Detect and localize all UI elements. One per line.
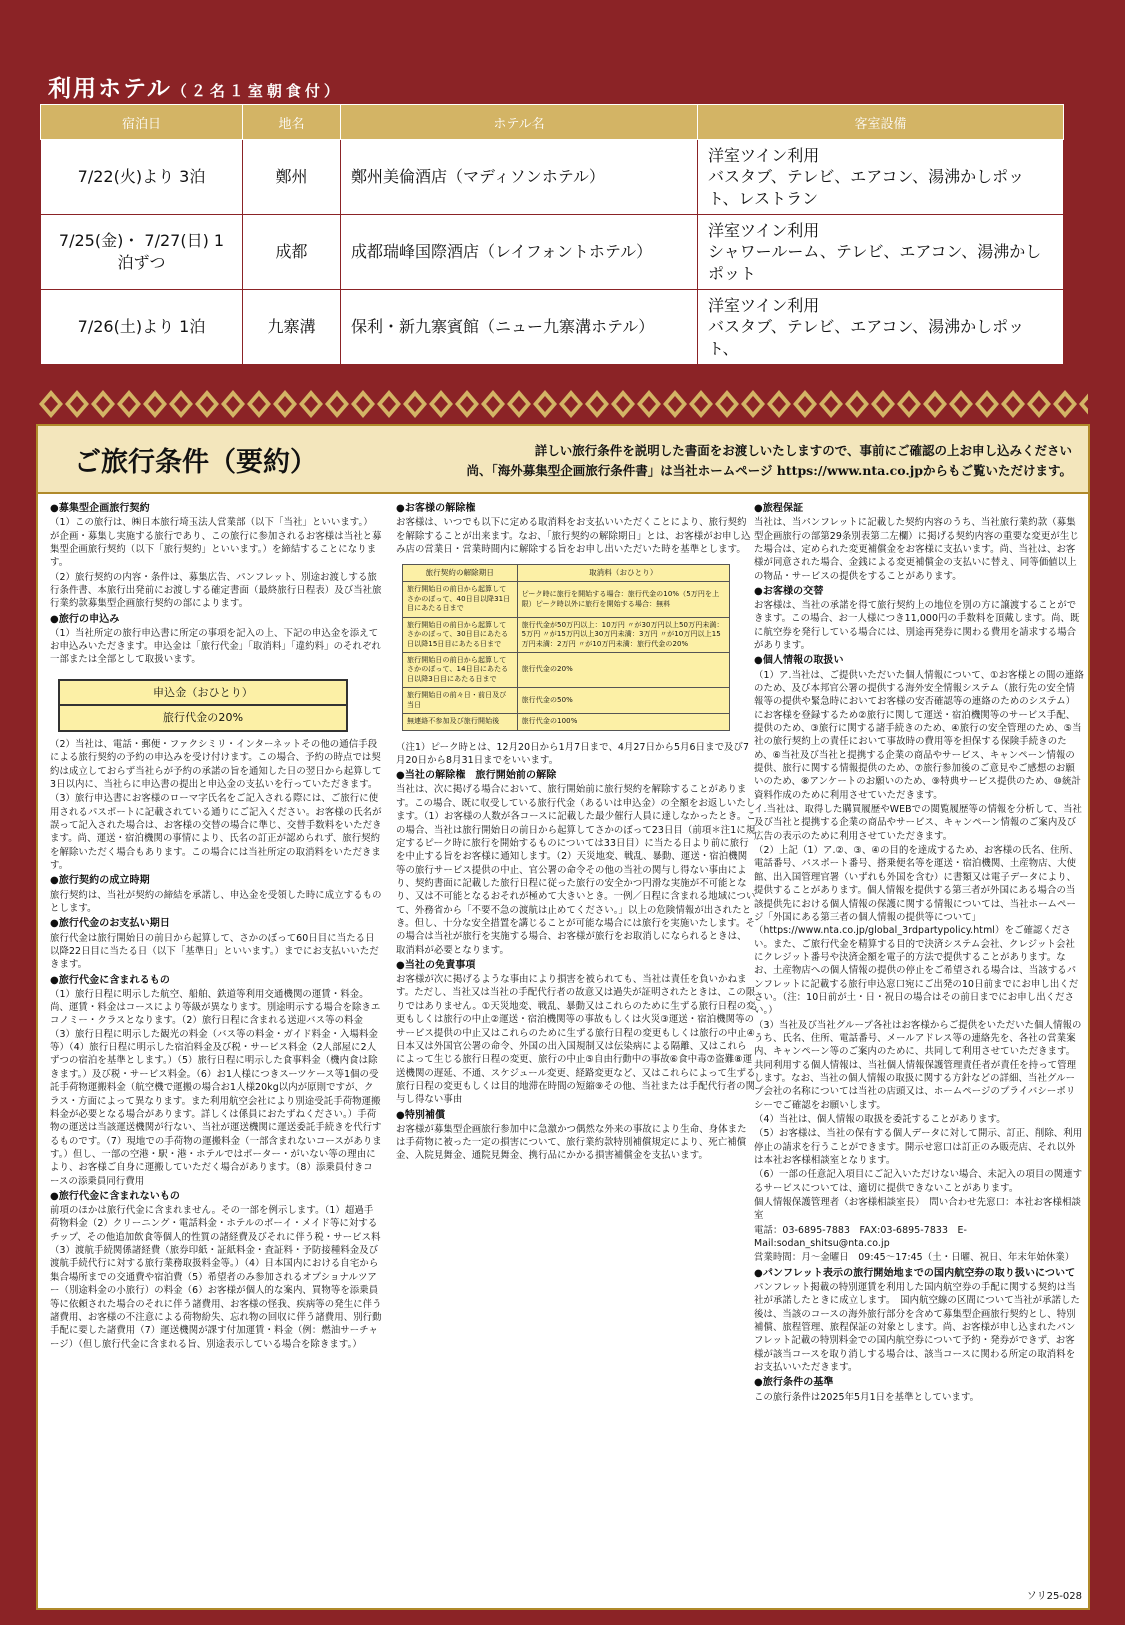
section-text: お客様が募集型企画旅行参加中に急激かつ偶然な外来の事故により生命、身体または手荷物に被った一定の損害について、旅行業約款特別補償規定により、死亡補償金、入院見舞金、通院見舞金、携行品にかかる損害補償金を支払います。 — [396, 1123, 747, 1162]
room-amenities: シャワールーム、テレビ、エアコン、湯沸かしポット — [708, 242, 1042, 283]
section-text: （5）お客様は、当社の保有する個人データに対して開示、訂正、削除、利用停止の請求を行うことができます。開示せ窓口は訂正のみ販売店、それ以外は本社お客様相談室となります。 — [754, 1128, 1083, 1167]
cancel-table-header: 旅行契約の解除期日 — [403, 565, 518, 582]
cancel-fee: 旅行代金の50% — [517, 688, 729, 714]
conditions-note-line1: 詳しい旅行条件を説明した書面をお渡しいたしますので、事前にご確認の上お申し込みください — [534, 443, 1072, 458]
section-text: （注1）ピーク時とは、12月20日から1月7日まで、4月27日から5月6日まで及び7月20日から8月31日までをいいます。 — [396, 741, 750, 766]
section-heading: ●当社の免責事項 — [396, 959, 476, 971]
section-text: （6）一部の任意記入項目にご記入いただけない場合、未記入の項目の関連するサービスについては、適切に提供できないことがあります。 — [754, 1169, 1083, 1194]
col-header-date: 宿泊日 — [41, 105, 243, 140]
table-row — [41, 140, 1064, 215]
cancel-fee: 旅行代金の20% — [517, 652, 729, 687]
cancel-fee: ピーク時に旅行を開始する場合：旅行代金の10%（5万円を上限）ピーク時以外に旅行を開始する場合：無料 — [517, 582, 729, 617]
cancel-table-row — [403, 582, 730, 617]
hotel-name: 保利・新九寨賓館（ニュー九寨溝ホテル） — [341, 290, 698, 365]
section-text: 旅行契約は、当社が契約の締結を承諾し、申込金を受領した時に成立するものとします。 — [50, 889, 382, 914]
place: 九寨溝 — [243, 290, 341, 365]
room-type: 洋室ツイン利用 — [708, 295, 820, 315]
cancel-table-row — [403, 617, 730, 652]
conditions-column-3 — [754, 500, 1084, 1405]
section-heading: ●お客様の解除権 — [396, 503, 476, 514]
section-text: パンフレット掲載の特別運賃を利用した国内航空券の手配に関する契約は当社が承諾したときに成立します。 国内航空線の区間について当社が承諾した後は、当該のコースの海外旅行部分を含めて募集型企画旅行契約とし、特別補償、旅程管理、旅程保証の対象とします。尚、お客様が申し込まれたパンフレット記載の特別料金での国内航空券について予約・発券ができず、お客様が該当コースを取り消しする場合は、該当コースに関わる所定の取消料をお支払いいただきます。 — [754, 1281, 1080, 1374]
section-heading: ●個人情報の取扱い — [754, 655, 844, 667]
section-text: この旅行条件は2025年5月1日を基準としています。 — [754, 1391, 980, 1403]
section-heading: ●旅程保証 — [754, 503, 804, 514]
room-amenities: バスタブ、テレビ、エアコン、湯沸かしポット、レストラン — [708, 167, 1025, 208]
deposit-box — [58, 679, 348, 732]
cancel-fee: 旅行代金が50万円以上：10万円 〃が30万円以上50万円未満：5万円 〃が15万円以上30万円未満：3万円 〃が10万円以上15万円未満：2万円 〃が10万円未満：旅行代金の20% — [517, 617, 729, 652]
stay-date: 7/25(金)・ 7/27(日) 1泊ずつ — [41, 215, 243, 290]
hotel-name: 成都瑞峰国際酒店（レイフォントホテル） — [341, 215, 698, 290]
cancel-table-row — [403, 714, 730, 730]
stay-date: 7/26(土)より 1泊 — [41, 290, 243, 365]
cancel-table-row — [403, 652, 730, 687]
section-text: お客様は、いつでも以下に定める取消料をお支払いいただくことにより、旅行契約を解除することが出来ます。なお、「旅行契約の解除期日」とは、お客様がお申し込み店の営業日・営業時間内に解除する旨をお申し出いただいた時を基準とします。 — [396, 517, 751, 555]
conditions-note — [466, 441, 1072, 481]
col-header-place: 地名 — [243, 105, 341, 140]
section-heading: ●旅行契約の成立時期 — [50, 875, 150, 887]
hotel-name: 鄭州美倫酒店（マディソンホテル） — [341, 140, 698, 215]
col-header-room: 客室設備 — [698, 105, 1064, 140]
stay-date: 7/22(火)より 3泊 — [41, 140, 243, 215]
room-info — [698, 290, 1064, 365]
section-heading: ●お客様の交替 — [754, 585, 824, 597]
cancel-period: 旅行開始日の前々日・前日及び当日 — [403, 688, 518, 714]
document-code: ソリ25-028 — [1026, 1591, 1082, 1602]
cancel-period: 旅行開始日の前日から起算してさかのぼって、40日目以降31日目にあたる日まで — [403, 582, 518, 617]
section-heading: ●旅行の申込み — [50, 613, 120, 625]
section-heading: ●パンフレット表示の旅行開始地までの国内航空券の取り扱いについて — [754, 1267, 1076, 1279]
place: 成都 — [243, 215, 341, 290]
section-text: （2）上記（1）ア.②、③、④の目的を達成するため、お客様の氏名、住所、電話番号、パスポート番号、搭乗便名等を運送・宿泊機関、土産物店、大使館、出入国管理官署（いずれも外国を含む）に書類又は電子データにより、提供することがあります。個人情報を提供する第三者が外国にある場合の当該提供先における個人情報の保護に関する情報については、当社ホームページ「外国にある第三者の個人情報の提供等について」（https://www.nta.co.jp/global_3rdpartypolicy.html）をご確認ください。また、ご旅行代金を精算する目的で決済システム会社、クレジット会社にクレジット番号や決済金額を電子的方法で提供することがあります。なお、土産物店への個人情報の提供の停止をご希望される場合は、当該するパンフレットに記載する旅行申込窓口宛にご出発の10日前までにお申し出ください。（注：10日前が土・日・祝日の場合はその前日までにお申し出ください。） — [754, 845, 1079, 1017]
deposit-label: 申込金（おひとり） — [60, 681, 346, 705]
conditions-header — [38, 426, 1088, 494]
decorative-diamond-border — [38, 388, 1088, 420]
room-amenities: バスタブ、テレビ、エアコン、湯沸かしポット、 — [708, 317, 1025, 358]
section-text: 当社は、次に掲げる場合において、旅行開始前に旅行契約を解除することがあります。この場合、既に収受している旅行代金（あるいは申込金）の全額をお返しいたします。（1）お客様の人数が各コースに記載した最少催行人員に達しなかったとき。この場合、当社は旅行開始日の前日から起算してさかのぼって23日目（前項＊注1に規定するピーク時に旅行を開始するものについては33日目）に当たる日より前に旅行を中止する旨をお客様に通知します。（2）天災地変、戦乱、暴動、運送・宿泊機関等の旅行サービス提供の中止、官公署の命令その他の当社の関与し得ない事由により、契約書面に記載した旅行日程に従った旅行の安全かつ円滑な実施が不可能となり、又は不可能となるおそれが極めて大きいとき。一例／日程に含まれる地域について、外務省から「不要不急の渡航は止めてください。」以上の危険情報が出されたとき。但し、十分な安全措置を講じることが可能な場合には旅行を実施いたします。その場合は当社が旅行を実施する場合、お客様が旅行をお取消しになられるときは、取消料が必要となります。 — [396, 784, 756, 956]
section-text: （1）ア.当社は、ご提供いただいた個人情報について、①お客様との間の連絡のため、及び本邦官公署の提供する海外安全情報システム（旅行先の安全情報等の提供や緊急時においてお客様の安否確認等の連絡のためのシステム）にお客様を登録するため②旅行に関して運送・宿泊機関等のサービス手配、提供のため、③旅行に関する諸手続きのため、④旅行の安全管理のため、⑤当社の旅行契約上の責任において事故時の費用等を担保する保険手続きのため、⑥当社及び当社と提携する企業の商品やサービス、キャンペーン情報の提供、旅行に関する情報提供のため、⑦旅行参加後のご意見やご感想のお願いのため、⑧アンケートのお願いのため、⑨特典サービス提供のため、⑩統計資料作成のために利用させていただきます。 — [754, 669, 1084, 801]
section-heading: ●旅行代金に含まれるもの — [50, 974, 170, 986]
section-text: 旅行代金は旅行開始日の前日から起算して、さかのぼって60日目に当たる日以降22日目に当たる日（以下「基準日」といいます。）までにお支払いいただきます。 — [50, 932, 379, 971]
room-type: 洋室ツイン利用 — [708, 145, 820, 165]
section-text: 前項のほかは旅行代金に含まれません。その一部を例示します。（1）超過手荷物料金（2）クリーニング・電話料金・ホテルのボーイ・メイド等に対するチップ、その他追加飲食等個人的性質の諸経費及びそれに伴う税・サービス料（3）渡航手続関係諸経費（旅券印紙・証紙料金・査証料・予防接種料金及び渡航手続代行に対する旅行業務取扱料金等。）（4）日本国内における自宅から集合場所までの交通費や宿泊費（5）希望者のみ参加されるオプショナルツアー（別途料金の小旅行）の料金（6）お客様が個人的な案内、買物等を添乗員等に依頼された場合のそれに伴う諸費用、お客様の怪我、疾病等の発生に伴う諸費用、お客様の不注意による荷物紛失、忘れ物の回収に伴う諸費用、別行動手配に要した諸費用（7）運送機関が課す付加運賃・料金（例：燃油サーチャージ）（但し旅行代金に含まれる旨、別途表示している場合を除きます。） — [50, 1205, 382, 1350]
section-text: 営業時間：月～金曜日 09:45～17:45（土・日曜、祝日、年末年始休業） — [754, 1252, 1075, 1264]
cancel-fee: 旅行代金の100% — [517, 714, 729, 730]
section-heading: ●当社の解除権 旅行開始前の解除 — [396, 770, 557, 782]
section-text: （1）当社所定の旅行申込書に所定の事項を記入の上、下記の申込金を添えてお申込みいただきます。申込金は「旅行代金」「取消料」「違約料」のそれぞれ一部または全部として取扱います。 — [50, 627, 381, 666]
section-text: お客様が次に掲げるような事由により損害を被られても、当社は責任を負いかねます。ただし、当社又は当社の手配代行者の故意又は過失が証明されたときは、この限りではありません。①天災地変、戦乱、暴動又はこれらのために生ずる旅行日程の変更もしくは旅行の中止②運送・宿泊機関等の事故もしくは火災③運送・宿泊機関等のサービス提供の中止又はこれらのために生ずる旅行日程の変更もしくは旅行の中止④日本又は外国官公署の命令、外国の出入国規制又は伝染病による隔離、又はこれらによって生じる旅行日程の変更、旅行の中止⑤自由行動中の事故⑥食中毒⑦盗難⑧運送機関の遅延、不通、スケジュール変更、経路変更など、又はこれらによって生ずる旅行日程の変更もしくは目的地滞在時間の短縮⑨その他、当社または手配代行者の関与し得ない事由 — [396, 974, 756, 1106]
section-text: お客様は、当社の承諾を得て旅行契約上の地位を別の方に譲渡することができます。この場合、お一人様につき11,000円の手数料を頂戴します。尚、既に航空券を発行している場合には、別途再発券に関わる費用を請求する場合があります。 — [754, 600, 1080, 652]
section-heading: ●旅行代金のお支払い期日 — [50, 918, 170, 930]
hotel-section-subtitle: （２名１室朝食付） — [171, 82, 343, 100]
conditions-column-2 — [396, 500, 756, 1164]
hotel-table — [40, 104, 1064, 365]
section-text: 電話：03-6895-7883 FAX:03-6895-7833 E-Mail:sodan_shitsu@nta.co.jp — [754, 1224, 968, 1250]
room-info — [698, 140, 1064, 215]
cancel-period: 旅行開始日の前日から起算してさかのぼって、30日目にあたる日以降15日目にあたる日まで — [403, 617, 518, 652]
section-text: （1）この旅行は、㈱日本旅行埼玉法人営業部（以下「当社」といいます。）が企画・募集し実施する旅行であり、この旅行に参加されるお客様は当社と募集型企画旅行契約（以下「旅行契約」といいます。）を締結することになります。 — [50, 517, 382, 569]
cancel-table-row — [403, 688, 730, 714]
table-row — [41, 215, 1064, 290]
section-text: （4）当社は、個人情報の取扱を委託することがあります。 — [754, 1114, 1006, 1125]
section-text: （1）旅行日程に明示した航空、船舶、鉄道等利用交通機関の運賃・料金。 尚、運賃・料金はコースにより等級が異なります。別途明示する場合を除きエコノミー・クラスとなります。（2）旅行日程に含まれる送迎バス等の料金（3）旅行日程に明示した観光の料金（バス等の料金・ガイド料金・入場料金等）（4）旅行日程に明示した宿泊料金及び税・サービス料金（2人部屋に2人ずつの宿泊を基準とします。）（5）旅行日程に明示した食事料金（機内食は除きます。）及び税・サービス料金。（6）お1人様につきスーツケース等1個の受託手荷物運搬料金（航空機で運搬の場合お1人様20kg以内が原則ですが、クラス・方面によって異なります。また利用航空会社により別途受託手荷物運搬料金が必要となる場合があります。詳しくは係員におたずねください。）手荷物の運送は当該運送機関が行ない、当社が運送機関に運送委託手続きを代行するものです。（7）現地での手荷物の運搬料金（一部含まれないコースがあります。）但し、一部の空港・駅・港・ホテルではポーター・がいない等の理由により、お客様ご自身に運搬していただく場合があります。（8）添乗員付きコースの添乗員同行費用 — [50, 988, 382, 1187]
cancel-period: 無連絡不参加及び旅行開始後 — [403, 714, 518, 730]
section-text: （3）旅行申込書にお客様のローマ字氏名をご記入される際には、ご旅行に使用されるパスポートに記載されている通りにご記入ください。お客様の氏名が誤って記入された場合は、お客様の交替の場合に準じ、交替手数料をいただきます。尚、運送・宿泊機関の事情により、氏名の訂正が認められず、旅行契約を解除いただく場合もあります。この場合には当社所定の取消料をいただきます。 — [50, 793, 382, 872]
table-row — [41, 290, 1064, 365]
cancellation-fee-table — [402, 564, 730, 730]
place: 鄭州 — [243, 140, 341, 215]
section-text: イ.当社は、取得した購買履歴やWEBでの閲覧履歴等の情報を分析して、当社及び当社と提携する企業の商品やサービス、キャンペーン情報のご案内及び広告の表示のために利用させていただきます。 — [754, 804, 1083, 842]
hotel-section-title: 利用ホテル（２名１室朝食付） — [48, 76, 343, 102]
cancel-table-header: 取消料（おひとり） — [517, 565, 729, 582]
section-text: （2）当社は、電話・郵便・ファクシミリ・インターネットその他の通信手段による旅行契約の予約の申込みを受け付けます。この場合、予約の時点では契約は成立しておらず当社らが予約の承諾の旨を通知した日の翌日から起算して3日以内に、当社らに申込書の提出と申込金の支払いを行っていただきます。 — [50, 739, 382, 791]
room-info — [698, 215, 1064, 290]
section-heading: ●特別補償 — [396, 1109, 446, 1121]
room-type: 洋室ツイン利用 — [708, 220, 820, 240]
deposit-value: 旅行代金の20% — [60, 704, 346, 730]
section-text: 当社は、当パンフレットに記載した契約内容のうち、当社旅行業約款（募集型企画旅行の部第29条別表第二左欄）に掲げる契約内容の重要な変更が生じた場合は、定められた変更補償金をお客様に支払います。尚、当社は、お客様が同意された場合、金銭による変更補償金の支払いに替え、同等価値以上の物品・サービスの提供をすることがあります。 — [754, 517, 1079, 582]
section-text: （2）旅行契約の内容・条件は、募集広告、パンフレット、別途お渡しする旅行条件書、本旅行出発前にお渡しする確定書面（最終旅行日程表）及び当社旅行業約款募集型企画旅行契約の部によります。 — [50, 571, 382, 610]
section-text: 個人情報保護管理者（お客様相談室長） 問い合わせ先窓口：本社お客様相談室 — [754, 1197, 1081, 1222]
section-heading: ●旅行条件の基準 — [754, 1377, 834, 1389]
cancel-period: 旅行開始日の前日から起算してさかのぼって、14日目にあたる日以降3日目にあたる日まで — [403, 652, 518, 687]
col-header-hotel: ホテル名 — [341, 105, 698, 140]
conditions-panel — [36, 424, 1090, 1610]
conditions-note-line2: 尚、「海外募集型企画旅行条件書」は当社ホームページ https://www.nta.co.jpからもご覧いただけます。 — [466, 463, 1072, 478]
section-text: （3）当社及び当社グループ各社はお客様からご提供をいただいた個人情報のうち、氏名、住所、電話番号、メールアドレス等の連絡先を、各社の営業案内、キャンペーン等のご案内のために、共同して利用させていただきます。 共同利用する個人情報は、当社個人情報保護管理責任者が責任を持って管理します。なお、当社の個人情報の取扱に関する方針などの詳細、当社グループ会社の名称については当社の店頭又は、ホームページのプライバシーポリシーでご確認をお願いします。 — [754, 1019, 1082, 1111]
conditions-column-1 — [50, 500, 382, 1352]
conditions-title: ご旅行条件（要約） — [74, 447, 317, 478]
section-heading: ●募集型企画旅行契約 — [50, 503, 150, 514]
section-heading: ●旅行代金に含まれないもの — [50, 1190, 181, 1202]
